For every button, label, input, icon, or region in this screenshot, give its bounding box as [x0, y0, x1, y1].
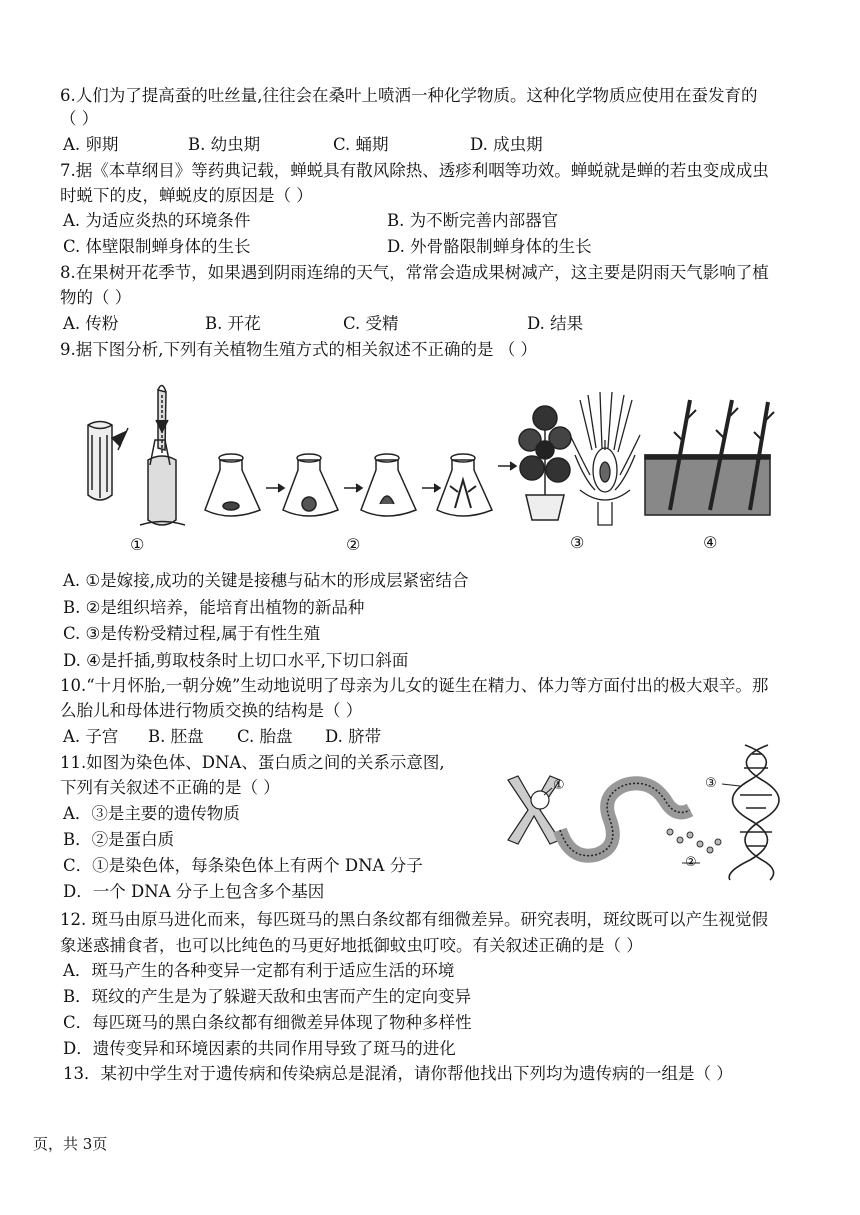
q9-stem: 9.据下图分析,下列有关植物生殖方式的相关叙述不正确的是 （ ）: [60, 340, 537, 359]
q6-option-d: D. 成虫期: [470, 135, 543, 154]
grafting-illustration: [88, 385, 185, 525]
q10-option-c: C. 胎盘: [237, 727, 293, 746]
q7-stem-line1: 7.据《本草纲目》等药典记载，蝉蜕具有散风除热、透疹利咽等功效。蝉蜕就是蝉的若虫变成成虫: [60, 161, 769, 180]
q11-figure-label-3: ③: [705, 776, 717, 791]
q7-option-c: C. 体壁限制蝉身体的生长: [63, 237, 251, 256]
flower-pollination-illustration: [570, 392, 640, 525]
tissue-culture-illustration: [205, 406, 571, 520]
q6-stem-line2: （ ）: [60, 109, 99, 128]
q7-option-b: B. 为不断完善内部器官: [387, 211, 559, 230]
q12-stem-line1: 12. 斑马由原马进化而来，每匹斑马的黑白条纹都有细微差异。研究表明，斑纹既可以产生视觉假: [60, 910, 768, 929]
q12-stem-line2: 象迷惑捕食者，也可以比纯色的马更好地抵御蚊虫叮咬。有关叙述正确的是（ ）: [60, 936, 643, 955]
dna-double-helix: [729, 745, 779, 880]
q11-stem-line2: 下列有关叙述不正确的是（ ）: [60, 778, 280, 797]
q6-stem-line1: 6.人们为了提高蚕的吐丝量,往往会在桑叶上喷洒一种化学物质。这种化学物质应使用在蚕发育的: [60, 86, 758, 105]
q11-option-c: C．①是染色体，每条染色体上有两个 DNA 分子: [63, 856, 423, 875]
q12-option-a: A．斑马产生的各种变异一定都有利于适应生活的环境: [63, 961, 455, 980]
q8-option-a: A. 传粉: [63, 314, 119, 333]
q9-figure: [70, 380, 790, 560]
q11-option-d: D．一个 DNA 分子上包含多个基因: [63, 882, 325, 901]
q11-stem-line1: 11.如图为染色体、DNA、蛋白质之间的关系示意图,: [60, 753, 445, 772]
q8-stem-line2: 物的（ ）: [60, 288, 132, 307]
chromatin-coil: [560, 783, 721, 855]
q12-option-d: D．遗传变异和环境因素的共同作用导致了斑马的进化: [63, 1039, 456, 1058]
q12-option-c: C．每匹斑马的黑白条纹都有细微差异体现了物种多样性: [63, 1013, 472, 1032]
q11-figure-label-2: ②: [685, 855, 697, 870]
q7-option-d: D. 外骨骼限制蝉身体的生长: [387, 237, 592, 256]
q11-figure-label-1: ①: [553, 778, 565, 793]
q8-stem-line1: 8.在果树开花季节，如果遇到阴雨连绵的天气，常常会造成果树减产，这主要是阴雨天气影响了植: [60, 263, 769, 282]
q13-stem: 13．某初中学生对于遗传病和传染病总是混淆，请你帮他找出下列均为遗传病的一组是（ ）: [63, 1064, 733, 1083]
q10-option-d: D. 脐带: [325, 727, 382, 746]
q8-option-d: D. 结果: [527, 314, 584, 333]
q8-option-c: C. 受精: [343, 314, 399, 333]
q9-option-d: D. ④是扦插,剪取枝条时上切口水平,下切口斜面: [63, 651, 409, 670]
q10-option-b: B. 胚盘: [148, 727, 204, 746]
q9-figure-label-1: ①: [130, 535, 145, 554]
q10-option-a: A. 子宫: [63, 727, 119, 746]
q9-figure-label-3: ③: [570, 533, 585, 552]
q7-stem-line2: 时蜕下的皮，蝉蜕皮的原因是（ ）: [60, 186, 313, 205]
q12-option-b: B．斑纹的产生是为了躲避天敌和虫害而产生的定向变异: [63, 987, 472, 1006]
q9-option-b: B. ②是组织培养，能培育出植物的新品种: [63, 598, 365, 617]
q11-figure: [500, 740, 790, 885]
q10-stem-line1: 10.“十月怀胎,一朝分娩”生动地说明了母亲为儿女的诞生在精力、体力等方面付出的极大艰辛。那: [60, 676, 769, 695]
q11-option-b: B．②是蛋白质: [63, 830, 175, 849]
q10-stem-line2: 么胎儿和母体进行物质交换的结构是（ ）: [60, 701, 363, 720]
q9-option-c: C. ③是传粉受精过程,属于有性生殖: [63, 624, 321, 643]
page-footer: 页，共 3页: [33, 1135, 108, 1153]
q11-option-a: A．③是主要的遗传物质: [63, 804, 240, 823]
q9-option-a: A. ①是嫁接,成功的关键是接穗与砧木的形成层紧密结合: [63, 571, 469, 590]
q8-option-b: B. 开花: [205, 314, 261, 333]
q6-option-a: A. 卵期: [63, 135, 119, 154]
q6-option-b: B. 幼虫期: [188, 135, 261, 154]
cuttings-illustration: [645, 400, 774, 515]
q9-figure-label-2: ②: [346, 535, 361, 554]
q7-option-a: A. 为适应炎热的环境条件: [63, 211, 251, 230]
q9-figure-label-4: ④: [703, 533, 718, 552]
q6-option-c: C. 蛹期: [333, 135, 389, 154]
